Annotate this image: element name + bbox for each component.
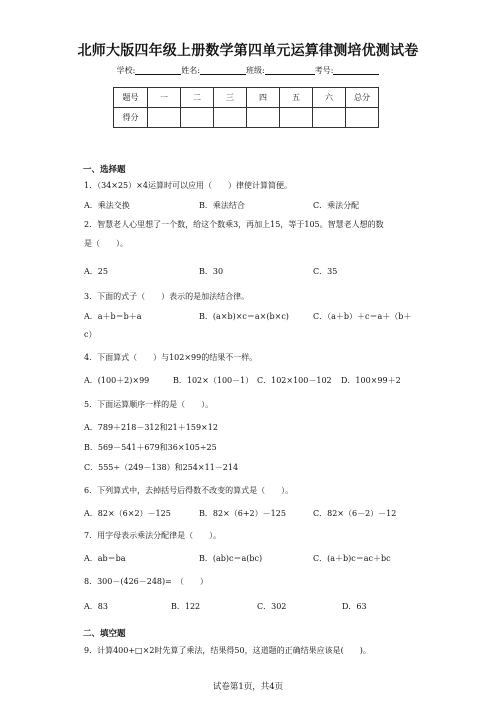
score-header-cell: 五 bbox=[280, 88, 313, 108]
question-5-option-b[interactable]: B．569－541＋679和36×105÷25 bbox=[84, 443, 217, 452]
score-header-cell: 题号 bbox=[114, 88, 148, 108]
score-header-cell: 四 bbox=[247, 88, 280, 108]
question-3-stem: 3．下面的式子（ ）表示的是加法结合律。 bbox=[84, 292, 250, 301]
question-8-option-c[interactable]: C．302 bbox=[257, 602, 287, 611]
question-8-option-d[interactable]: D．63 bbox=[342, 602, 367, 611]
question-7-stem: 7．用字母表示乘法分配律是（ ）。 bbox=[84, 531, 222, 540]
question-4-option-a[interactable]: A．(100＋2)×99 bbox=[84, 376, 150, 385]
section-heading-fill: 二、填空题 bbox=[83, 629, 126, 639]
question-2-option-a[interactable]: A．25 bbox=[84, 267, 108, 276]
question-5-stem: 5．下面运算顺序一样的是（ ）。 bbox=[84, 400, 214, 409]
score-table-header-row bbox=[114, 88, 379, 108]
name-blank[interactable] bbox=[200, 65, 246, 75]
score-cell[interactable] bbox=[181, 108, 214, 128]
section-heading-choice: 一、选择题 bbox=[83, 165, 126, 175]
question-1-option-b[interactable]: B．乘法结合 bbox=[199, 201, 245, 210]
question-5-option-a[interactable]: A．789＋218－312和21＋159×12 bbox=[84, 423, 218, 432]
score-cell[interactable] bbox=[247, 108, 280, 128]
exam-no-label: 考号: bbox=[314, 66, 334, 75]
question-7-option-c[interactable]: C．(a＋b)c＝ac＋bc bbox=[313, 554, 391, 563]
question-6-option-b[interactable]: B．82×（6+2）－125 bbox=[199, 509, 286, 518]
score-header-cell: 一 bbox=[148, 88, 181, 108]
question-1-stem: 1．（34×25）×4运算时可以应用（ ）律使计算简便。 bbox=[84, 181, 292, 190]
exam-no-blank[interactable] bbox=[333, 65, 379, 75]
question-5-option-c[interactable]: C．555÷（249－138）和254×11－214 bbox=[84, 463, 239, 472]
question-2-option-b[interactable]: B．30 bbox=[199, 267, 224, 276]
name-label: 姓名: bbox=[181, 66, 200, 75]
question-6-stem: 6．下列算式中，去掉括号后得数不改变的算式是（ ）。 bbox=[84, 486, 294, 495]
school-blank[interactable] bbox=[135, 65, 181, 75]
question-8-stem: 8．300－(426－248)= （ ） bbox=[84, 577, 208, 586]
question-8-option-b[interactable]: B．122 bbox=[171, 602, 201, 611]
score-cell[interactable] bbox=[148, 108, 181, 128]
question-3-option-c[interactable]: C．（a＋b）＋c＝a＋（b＋ bbox=[313, 312, 412, 321]
question-4-option-d[interactable]: D．100×99＋2 bbox=[341, 376, 401, 385]
page-footer: 试卷第1页，共4页 bbox=[212, 682, 284, 692]
question-4-stem: 4．下面算式（ ）与102×99的结果不一样。 bbox=[84, 353, 258, 362]
question-9-stem: 9．计算400+□×2时先算了乘法，结果得50，这道题的正确结果应该是( )。 bbox=[84, 646, 371, 655]
question-6-option-a[interactable]: A．82×（6×2）－125 bbox=[84, 509, 171, 518]
question-3-option-b[interactable]: B．(a×b)×c＝a×(b×c) bbox=[199, 312, 289, 321]
question-2-option-c[interactable]: C．35 bbox=[313, 267, 338, 276]
score-cell[interactable] bbox=[346, 108, 379, 128]
score-row-label: 得分 bbox=[114, 108, 148, 128]
question-3-option-c-continued: c） bbox=[84, 330, 97, 339]
score-cell[interactable] bbox=[280, 108, 313, 128]
score-header-cell: 六 bbox=[313, 88, 346, 108]
question-1-option-c[interactable]: C．乘法分配 bbox=[313, 201, 360, 210]
school-label: 学校: bbox=[116, 66, 136, 75]
question-3-option-a[interactable]: A．a＋b＝b＋a bbox=[84, 312, 142, 321]
question-8-option-a[interactable]: A．83 bbox=[84, 602, 108, 611]
exam-title: 北师大版四年级上册数学第四单元运算律测培优测试卷 bbox=[77, 43, 419, 59]
question-4-option-c[interactable]: C．102×100－102 bbox=[257, 376, 332, 385]
question-6-option-c[interactable]: C．82×（6－2）－12 bbox=[313, 509, 397, 518]
question-4-option-b[interactable]: B．102×（100－1） bbox=[173, 376, 254, 385]
score-header-cell: 二 bbox=[181, 88, 214, 108]
question-2-stem-line1: 2．智慧老人心里想了一个数，给这个数乘3，再加上15，等于105。智慧老人想的数 bbox=[84, 220, 384, 229]
score-header-cell: 三 bbox=[214, 88, 247, 108]
score-cell[interactable] bbox=[313, 108, 346, 128]
question-7-option-a[interactable]: A．ab＝ba bbox=[84, 554, 126, 563]
score-cell[interactable] bbox=[214, 108, 247, 128]
question-7-option-b[interactable]: B．(ab)c＝a(bc) bbox=[199, 554, 263, 563]
student-info-line bbox=[0, 65, 496, 76]
score-table bbox=[113, 87, 379, 128]
question-1-option-a[interactable]: A．乘法交换 bbox=[84, 201, 130, 210]
score-table-score-row bbox=[114, 108, 379, 128]
class-blank[interactable] bbox=[265, 65, 315, 75]
score-header-cell: 总分 bbox=[346, 88, 379, 108]
class-label: 班级: bbox=[246, 66, 265, 75]
question-2-stem-line2: 是（ ）。 bbox=[84, 239, 128, 248]
